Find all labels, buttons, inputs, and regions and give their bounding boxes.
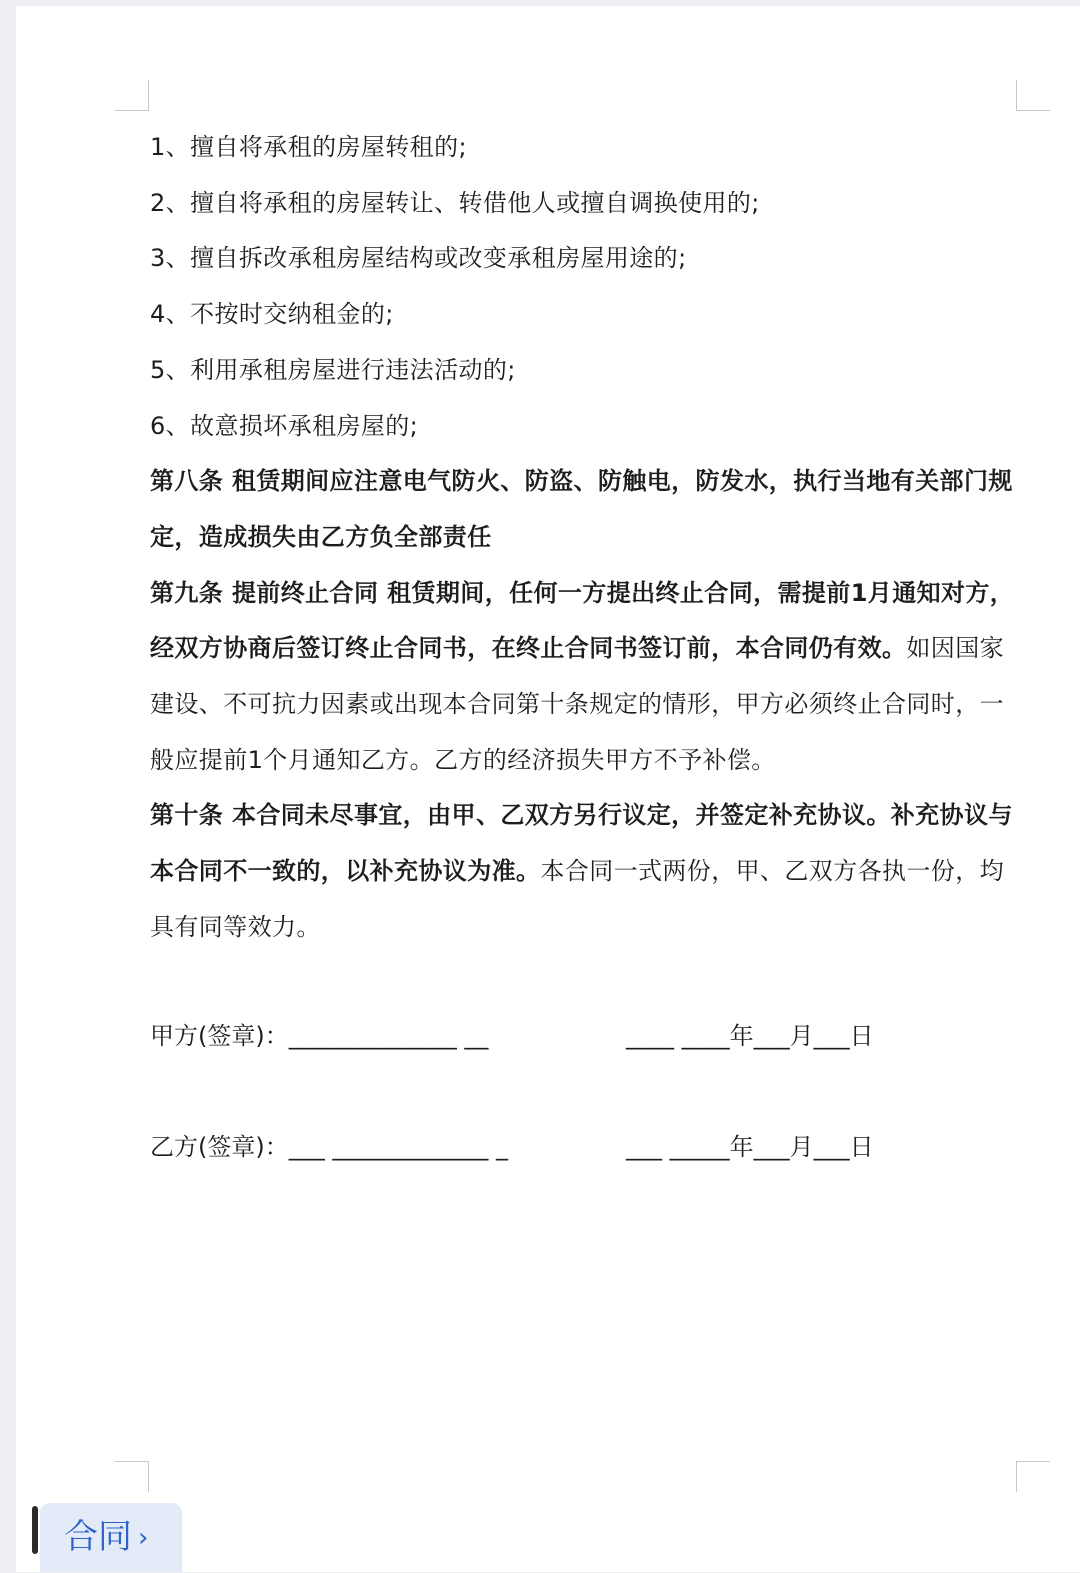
article-10-normal-text: 本合同一式两份，甲、乙双方各执一份，均具有同等效力。 [150,857,1005,941]
tab-edge-bar [32,1506,38,1554]
party-b-date-line: ___ _____年___月___日 [626,1133,874,1161]
article-10-bold-text: 第十条 本合同未尽事宜，由甲、乙双方另行议定，并签定补充协议。补充协议与本合同不一致的，以补充协议为准。 [150,801,1013,886]
party-b-signature-line: 乙方(签章)：___ _____________ _ [150,1133,508,1161]
page-corner-mark-bottom-right [1016,1461,1050,1492]
chevron-right-icon: › [138,1523,149,1553]
article-9-bold-text: 第九条 提前终止合同 租赁期间，任何一方提出终止合同，需提前1月通知对方，经双方协商后签订终止合同书，在终止合同书签订前，本合同仍有效。 [150,578,1015,663]
list-item: 4、不按时交纳租金的; [150,300,394,329]
document-tab[interactable] [32,1503,182,1572]
article-9 [150,566,1022,789]
contract-tab-button[interactable] [40,1503,182,1572]
article-9-normal-text: 如因国家建设、不可抗力因素或出现本合同第十条规定的情形，甲方必须终止合同时，一般应提前1个月通知乙方。乙方的经济损失甲方不予补偿。 [150,634,1005,774]
contract-tab-label: 合同 [64,1517,132,1557]
page-corner-mark-top-left [115,80,149,111]
article-10 [150,788,1022,955]
article-8: 第八条 租赁期间应注意电气防火、防盗、防触电，防发水，执行当地有关部门规定，造成损失由乙方负全部责任 [150,467,1013,551]
contract-body [150,120,1022,956]
list-item: 6、故意损坏承租房屋的; [150,411,419,440]
page-corner-mark-top-right [1016,80,1050,111]
party-a-date-line: ____ ____年___月___日 [626,1022,874,1050]
list-item: 5、利用承租房屋进行违法活动的; [150,355,516,384]
list-item: 1、擅自将承租的房屋转租的; [150,133,467,161]
page-corner-mark-bottom-left [115,1461,149,1492]
list-item: 3、擅自拆改承租房屋结构或改变承租房屋用途的; [150,244,687,273]
list-item: 2、擅自将承租的房屋转让、转借他人或擅自调换使用的; [150,188,760,217]
party-a-signature-line: 甲方(签章)：______________ __ [150,1022,489,1050]
